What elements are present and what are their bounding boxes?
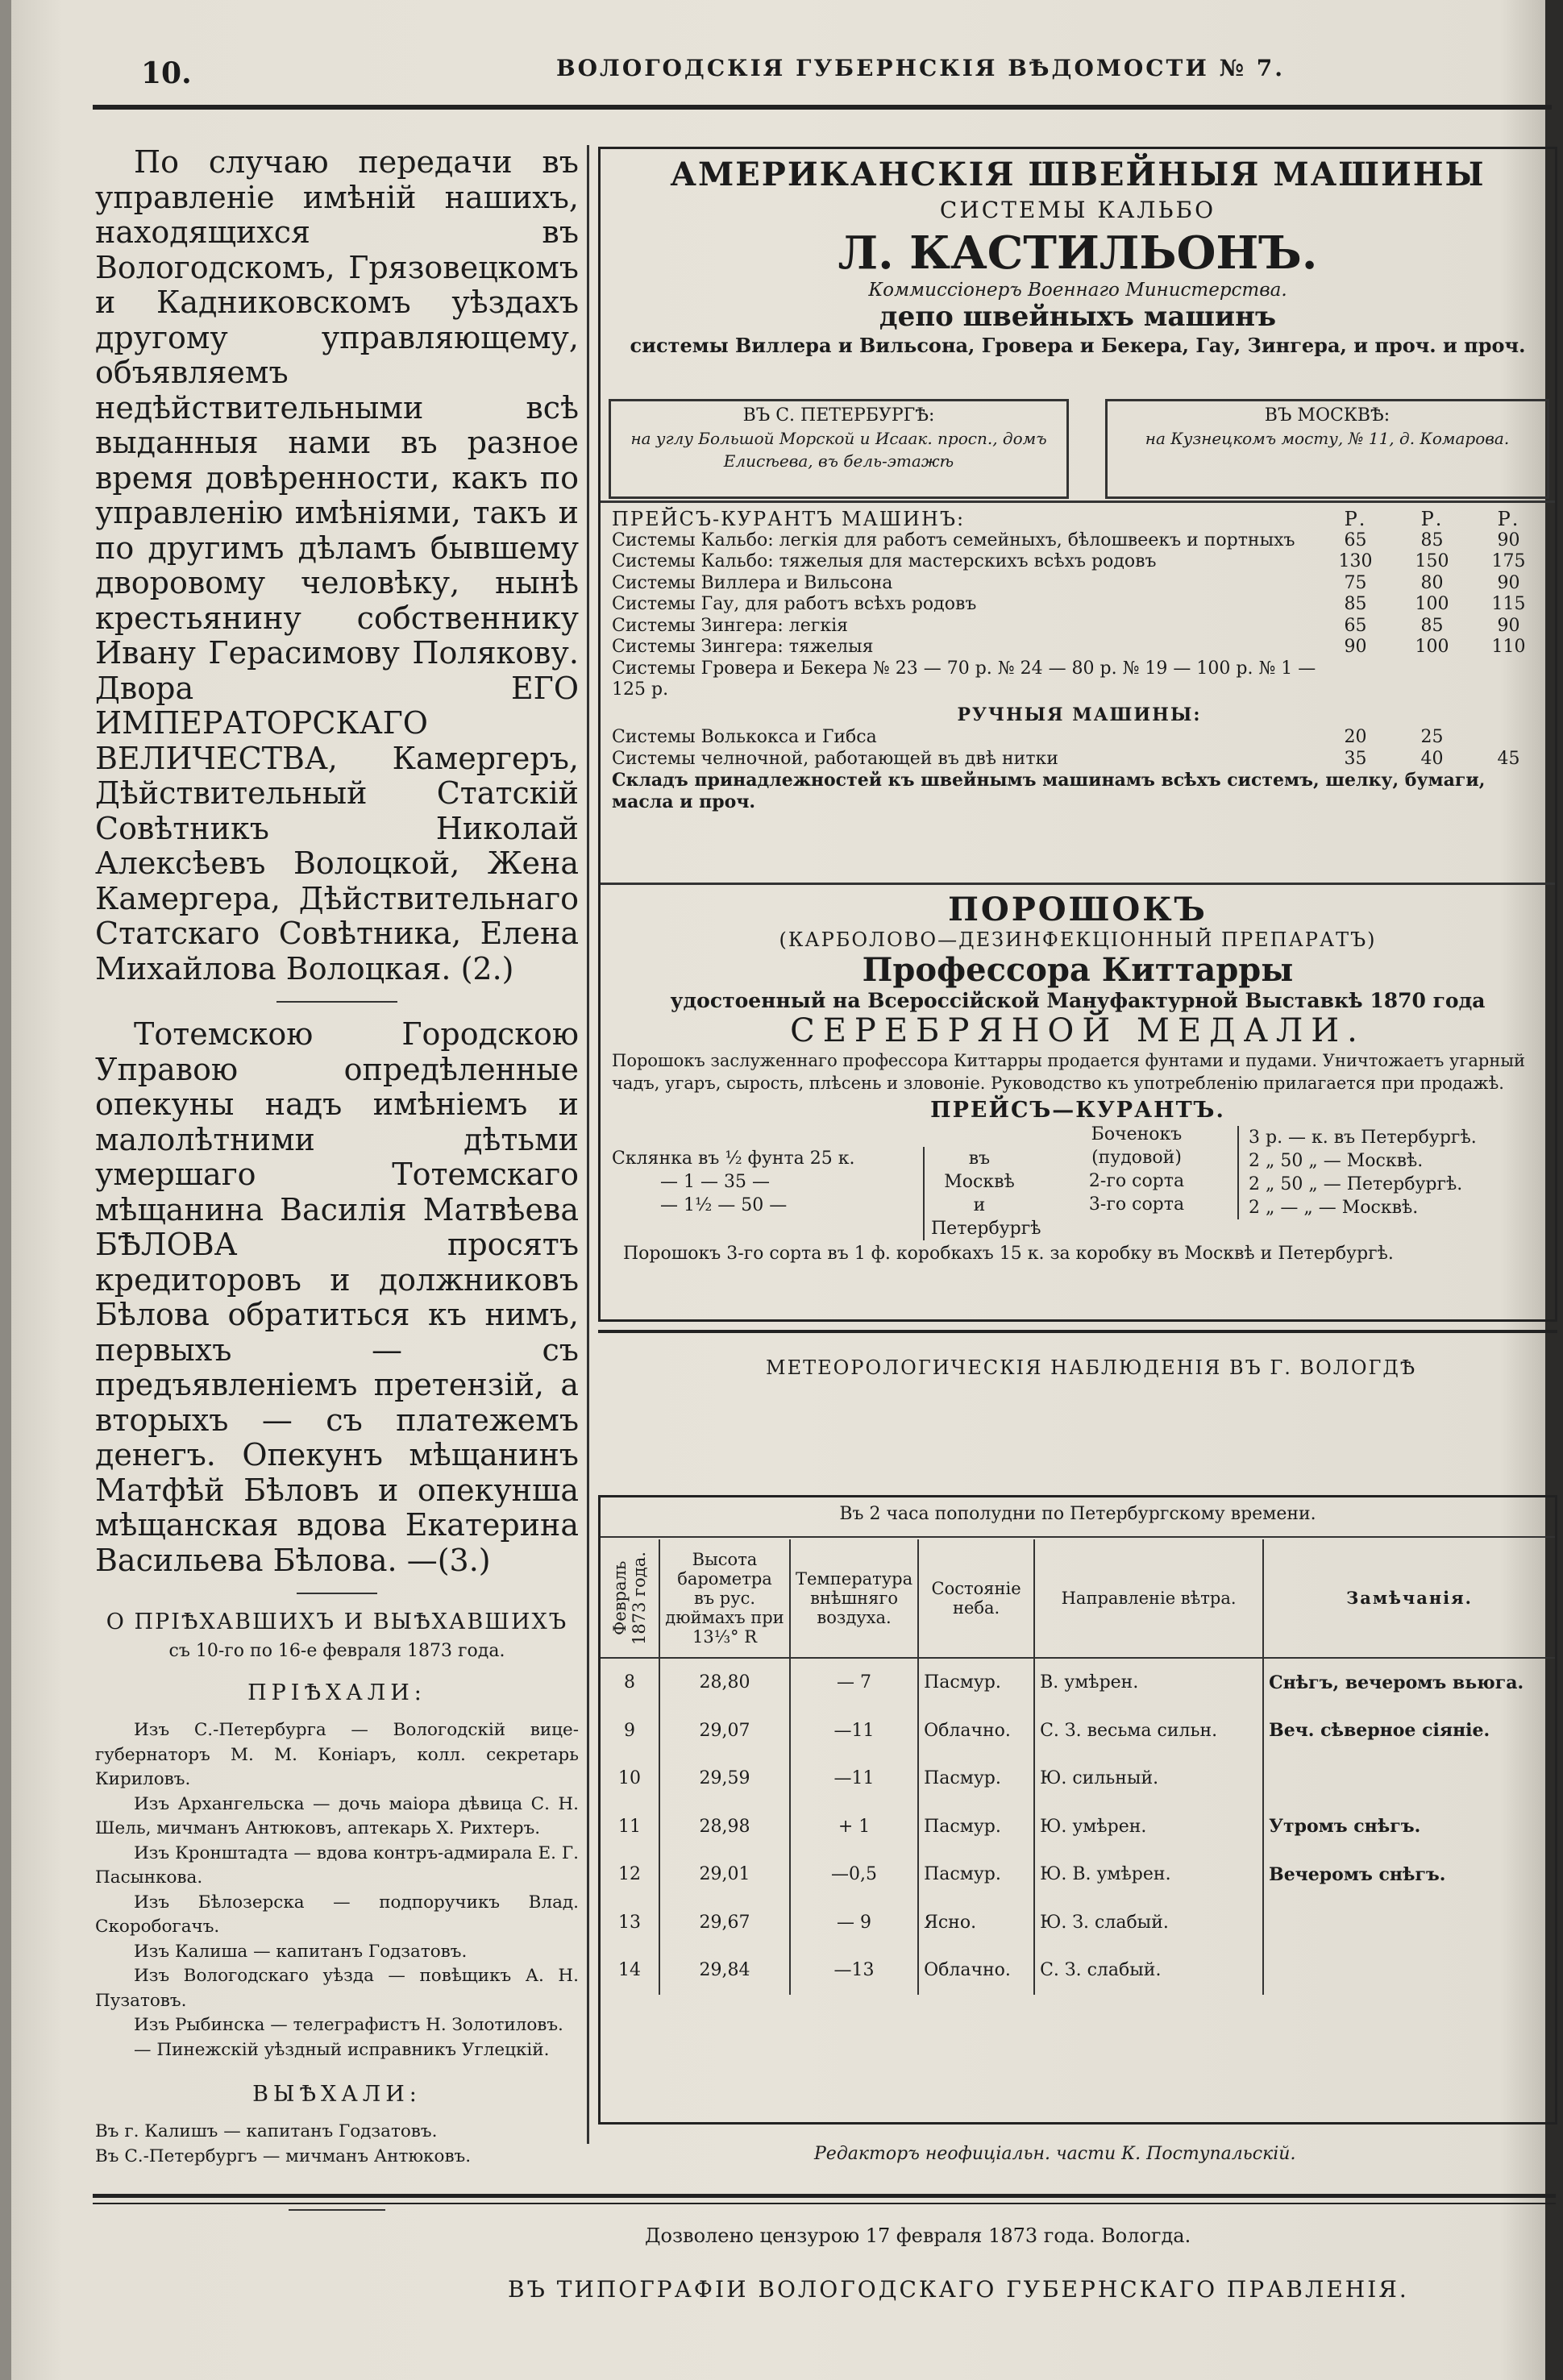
city: и: [973, 1195, 986, 1215]
price-row: [612, 530, 1547, 552]
sky-state: Пасмур.: [918, 1755, 1034, 1803]
price-value: 90: [1497, 572, 1520, 593]
temperature-value: + 1: [790, 1803, 918, 1851]
col-date: [601, 1539, 659, 1658]
price-row: [612, 658, 1547, 701]
keg-price: 2 „ 50 „ — Петербургѣ.: [1249, 1174, 1463, 1194]
price-value: 20: [1344, 727, 1367, 747]
arrival-entry: Изъ Бѣлозерска — подпоручикъ Влад. Скоробогачъ.: [95, 1892, 579, 1937]
arrival-entry: — Пинежскій уѣздный исправникъ Углецкій.: [134, 2039, 550, 2060]
barometer-value: 29,07: [659, 1707, 790, 1755]
price-row: [612, 637, 1547, 658]
city: въ Москвѣ: [944, 1148, 1015, 1192]
price-rows: [612, 530, 1547, 701]
price-value: 65: [1344, 615, 1367, 636]
price-description: Системы Гау, для работъ всѣхъ родовъ: [612, 594, 977, 614]
sky-state: Ясно.: [918, 1899, 1034, 1947]
price-value: 90: [1344, 637, 1367, 657]
manual-rows: [612, 727, 1547, 770]
price-value: 110: [1491, 637, 1526, 657]
column-divider: [587, 145, 589, 2144]
price-row: [612, 594, 1547, 616]
bottle-price: — 1½ — 50 —: [660, 1195, 788, 1215]
arrival-entry: Изъ Кронштадта — вдова контръ-адмирала Е. Г. Пасынкова.: [95, 1842, 579, 1888]
powder-note: Порошокъ 3-го сорта въ 1 ф. коробкахъ 15 к. за коробку въ Москвѣ и Петербургѣ.: [623, 1244, 1394, 1264]
price-value: 130: [1338, 551, 1373, 571]
powder-prices: [601, 1123, 1555, 1244]
remark: Вечеромъ снѣгъ.: [1269, 1863, 1446, 1885]
powder-description: Порошокъ заслуженнаго профессора Киттарры продается фунтами и пудами. Уничтожаетъ угарный чадъ, угаръ, сырость, плѣсень и зловоніе. Руководство къ употребленію прилагается при продажѣ.: [612, 1051, 1526, 1093]
price-value: 150: [1415, 551, 1449, 571]
bottle-price: — 1 — 35 —: [660, 1172, 770, 1192]
spb-address-box: [609, 399, 1069, 499]
price-row: [612, 551, 1547, 573]
price-description: Системы Кальбо: легкія для работъ семейныхъ, бѣлошвеекъ и портныхъ: [612, 530, 1295, 550]
manual-price-row: [612, 727, 1547, 749]
price-list-title: ПРЕЙСЪ-КУРАНТЪ МАШИНЪ:: [612, 508, 966, 530]
price-description: Системы Зингера: легкія: [612, 615, 848, 636]
arrival-entry: Изъ Вологодскаго уѣзда — повѣщикъ А. Н. Пузатовъ.: [95, 1966, 579, 2011]
spb-address: на углу Большой Морской и Исаак. просп., домъ Елисѣева, въ бель-этажѣ: [630, 429, 1047, 471]
price-list-header: [612, 509, 1547, 530]
price-description: Системы Кальбо: тяжелыя для мастерскихъ всѣхъ родовъ: [612, 551, 1157, 571]
divider: [601, 883, 1555, 885]
remark: Веч. сѣверное сіяніе.: [1269, 1720, 1490, 1742]
obs-date: 13: [601, 1899, 659, 1947]
bottle-cities: [923, 1147, 1041, 1240]
weather-row: [601, 1899, 1555, 1947]
ad-system: СИСТЕМЫ КАЛЬБО: [939, 197, 1216, 223]
keg-sort: 3-го сорта: [1088, 1194, 1185, 1215]
weather-row: [601, 1850, 1555, 1899]
keg-price: 2 „ — „ — Москвѣ.: [1249, 1198, 1419, 1218]
weather-grid: [601, 1539, 1555, 1995]
obs-date: 11: [601, 1803, 659, 1851]
msk-heading: ВЪ МОСКВѢ:: [1264, 405, 1390, 426]
price-column: Р.: [1344, 508, 1367, 530]
censor-approval: Дозволено цензурою 17 февраля 1873 года. Вологда.: [645, 2224, 1191, 2247]
departure-entry: Въ г. Калишъ — капитанъ Годзатовъ.: [95, 2121, 438, 2141]
accessories-line: Складъ принадлежностей къ швейнымъ машинамъ всѣхъ системъ, шелку, бумаги, масла и проч.: [612, 770, 1486, 812]
price-value: 75: [1344, 572, 1367, 593]
notice-belov-text: Тотемскою Городскою Управою опредѣленные опекуны надъ имѣніемъ и малолѣтними дѣтьми умершаго Тотемскаго мѣщанина Василія Матвѣева БѢЛОВА просятъ кредиторовъ и должниковъ Бѣлова обратиться къ нимъ, первыхъ — съ предъявленіемъ претензій, а вторыхъ — съ платежемъ денегъ. Опекунъ мѣщанинъ Матфѣй Бѣловъ и опекунша мѣщанская вдова Екатерина Васильева Бѣлова. —(3.): [95, 1016, 579, 1578]
col-temperature: Температура внѣшняго воздуха.: [790, 1539, 918, 1658]
departed-heading: ВЫѢХАЛИ:: [252, 2082, 422, 2107]
wind-direction: Ю. В. умѣрен.: [1034, 1850, 1263, 1899]
page-number: 10.: [141, 56, 192, 90]
obs-date: 9: [601, 1707, 659, 1755]
col-sky: Состояніе неба.: [918, 1539, 1034, 1658]
arrivals-dates: съ 10-го по 16-е февраля 1873 года.: [168, 1641, 505, 1661]
price-value: 40: [1420, 748, 1444, 769]
price-row: [612, 616, 1547, 638]
weather-title: МЕТЕОРОЛОГИЧЕСКІЯ НАБЛЮДЕНІЯ ВЪ Г. ВОЛОГДѢ: [766, 1356, 1417, 1379]
price-list: [612, 509, 1547, 812]
price-value: 90: [1497, 615, 1520, 636]
ad-merchant-name: Л. КАСТИЛЬОНЪ.: [838, 226, 1318, 280]
notice-volotsky: [95, 145, 579, 986]
sky-state: Пасмур.: [918, 1803, 1034, 1851]
price-value: 85: [1344, 594, 1367, 614]
obs-date: 8: [601, 1658, 659, 1707]
col-notes: Замѣчанія.: [1263, 1539, 1555, 1658]
powder-award: удостоенный на Всероссійской Мануфактурной Выставкѣ 1870 года: [670, 989, 1486, 1012]
arrival-entry: Изъ Калиша — капитанъ Годзатовъ.: [134, 1941, 468, 1962]
msk-address: на Кузнецкомъ мосту, № 11, д. Комарова.: [1145, 429, 1510, 448]
price-row: [612, 573, 1547, 595]
price-value: [1470, 727, 1547, 749]
price-description: Системы Зингера: тяжелыя: [612, 637, 874, 657]
ad-bottom-rule: [598, 1330, 1557, 1333]
powder-price-heading: ПРЕЙСЪ—КУРАНТЪ.: [930, 1098, 1225, 1123]
printing-house: ВЪ ТИПОГРАФІИ ВОЛОГОДСКАГО ГУБЕРНСКАГО ПРАВЛЕНІЯ.: [508, 2276, 1409, 2303]
keg-heading: Боченокъ (пудовой): [1091, 1124, 1183, 1168]
sky-state: Пасмур.: [918, 1850, 1034, 1899]
bottle-price: Склянка въ ½ фунта 25 к.: [612, 1148, 855, 1169]
wind-direction: В. умѣрен.: [1034, 1658, 1263, 1707]
weather-row: [601, 1707, 1555, 1755]
price-value: 80: [1420, 572, 1444, 593]
powder-section: [601, 891, 1555, 1264]
weather-row: [601, 1946, 1555, 1995]
ad-commissioner: Коммиссіонеръ Военнаго Министерства.: [868, 280, 1287, 301]
sky-state: Облачно.: [918, 1946, 1034, 1995]
wind-direction: Ю. сильный.: [1034, 1755, 1263, 1803]
col-date-label: Февраль 1873 года.: [610, 1551, 649, 1645]
arrivals-title: О ПРІѢХАВШИХЪ И ВЫѢХАВШИХЪ: [106, 1610, 568, 1634]
price-description: Системы Гровера и Бекера № 23 — 70 р. № 24 — 80 р. № 19 — 100 р. № 1 — 125 р.: [612, 658, 1316, 700]
powder-title: ПОРОШОКЪ: [948, 891, 1208, 928]
price-value: 115: [1491, 594, 1526, 614]
barometer-value: 29,01: [659, 1850, 790, 1899]
barometer-value: 28,98: [659, 1803, 790, 1851]
remark: [1263, 1755, 1555, 1803]
price-description: Системы Волькокса и Гибса: [612, 727, 877, 747]
temperature-value: —13: [790, 1946, 918, 1995]
powder-subtitle: (КАРБОЛОВО—ДЕЗИНФЕКЦІОННЫЙ ПРЕПАРАТЪ): [779, 928, 1377, 951]
editor-signature: Редакторъ неофиціальн. части К. Поступальскій.: [814, 2144, 1296, 2164]
wind-direction: Ю. умѣрен.: [1034, 1803, 1263, 1851]
price-description: Системы челночной, работающей въ двѣ нитки: [612, 748, 1058, 769]
separator: [297, 1593, 377, 1594]
wind-direction: С. З. весьма сильн.: [1034, 1707, 1263, 1755]
msk-address-box: [1105, 399, 1549, 499]
price-value: 45: [1497, 748, 1520, 769]
keg-price: 3 р. — к. въ Петербургѣ.: [1249, 1128, 1477, 1148]
price-value: 35: [1344, 748, 1367, 769]
obs-date: 14: [601, 1946, 659, 1995]
weather-row: [601, 1803, 1555, 1851]
price-value: 85: [1420, 615, 1444, 636]
bottle-prices: [612, 1147, 910, 1217]
header-rule: [93, 105, 1552, 110]
price-value: [1317, 658, 1394, 701]
weather-header-row: [601, 1539, 1555, 1658]
departure-entry: Въ С.-Петербургъ — мичманъ Антюковъ.: [95, 2145, 472, 2166]
temperature-value: — 9: [790, 1899, 918, 1947]
remark: [1263, 1899, 1555, 1947]
temperature-value: —11: [790, 1755, 918, 1803]
obs-date: 10: [601, 1755, 659, 1803]
manual-heading: РУЧНЫЯ МАШИНЫ:: [957, 704, 1202, 725]
price-description: Системы Виллера и Вильсона: [612, 572, 893, 593]
left-column: [95, 145, 579, 2225]
weather-row: [601, 1755, 1555, 1803]
temperature-value: —0,5: [790, 1850, 918, 1899]
sky-state: Облачно.: [918, 1707, 1034, 1755]
price-column: Р.: [1420, 508, 1444, 530]
divider: [601, 501, 1555, 503]
ad-depot: депо швейныхъ машинъ: [879, 301, 1277, 333]
price-value: 175: [1491, 551, 1526, 571]
arrival-entry: Изъ С.-Петербурга — Вологодскій вице-губернаторъ М. М. Коніаръ, колл. секретарь Кириловъ.: [95, 1720, 579, 1789]
separator: [276, 1001, 397, 1003]
remark: Снѣгъ, вечеромъ вьюга.: [1269, 1672, 1524, 1693]
powder-professor: Профессора Киттарры: [862, 951, 1294, 989]
keg-price: 2 „ 50 „ — Москвѣ.: [1249, 1151, 1424, 1171]
divider: [601, 1536, 1555, 1538]
page-left-edge: [0, 0, 11, 2380]
weather-subtitle: Въ 2 часа пополудни по Петербургскому времени.: [839, 1504, 1316, 1524]
notice-belov: [95, 1017, 579, 1578]
barometer-value: 29,59: [659, 1755, 790, 1803]
obs-date: 12: [601, 1850, 659, 1899]
col-barometer: Высота барометра въ рус. дюймахъ при 13⅓° R: [659, 1539, 790, 1658]
spb-heading: ВЪ С. ПЕТЕРБУРГѢ:: [742, 405, 935, 426]
wind-direction: Ю. З. слабый.: [1034, 1899, 1263, 1947]
city: Петербургѣ: [931, 1219, 1041, 1239]
notice-volotsky-text: По случаю передачи въ управленіе имѣній нашихъ, находящихся въ Вологодскомъ, Грязовецкомъ и Кадниковскомъ уѣздахъ другому управляющему, объявляемъ недѣйствительными всѣ выданныя нами въ разное время довѣренности, какъ по управленію имѣніями, такъ и по другимъ дѣламъ бывшему дворовому человѣку, нынѣ крестьянину собственнику Ивану Герасимову Полякову. Двора ЕГО ИМПЕРАТОРСКАГО ВЕЛИЧЕСТВА, Камергеръ, Дѣйствительный Статскій Совѣтникъ Николай Алексѣевъ Волоцкой, Жена Камергера, Дѣйствительнаго Статскаго Совѣтника, Елена Михайлова Волоцкая. (2.): [95, 144, 579, 986]
temperature-value: —11: [790, 1707, 918, 1755]
price-value: 90: [1497, 530, 1520, 550]
footer-rule: [93, 2194, 1556, 2198]
ad-systems: системы Виллера и Вильсона, Гровера и Бекера, Гау, Зингера, и проч. и проч.: [630, 334, 1526, 357]
col-wind: Направленіе вѣтра.: [1034, 1539, 1263, 1658]
weather-table: [598, 1495, 1557, 2125]
arrived-heading: ПРІѢХАЛИ:: [247, 1680, 426, 1705]
manual-price-row: [612, 749, 1547, 770]
ad-title: АМЕРИКАНСКІЯ ШВЕЙНЫЯ МАШИНЫ: [670, 156, 1486, 193]
barometer-value: 28,80: [659, 1658, 790, 1707]
price-value: 65: [1344, 530, 1367, 550]
price-value: 25: [1420, 727, 1444, 747]
remark: [1263, 1946, 1555, 1995]
sky-state: Пасмур.: [918, 1658, 1034, 1707]
price-column: Р.: [1497, 508, 1520, 530]
price-value: [1394, 658, 1470, 701]
separator: [289, 2209, 385, 2211]
price-value: 85: [1420, 530, 1444, 550]
sewing-machine-advertisement: [598, 147, 1557, 1322]
arrival-entry: Изъ Рыбинска — телеграфистъ Н. Золотиловъ.: [134, 2015, 563, 2035]
weather-row: [601, 1658, 1555, 1707]
price-value: [1470, 658, 1547, 701]
keg-sort: 2-го сорта: [1088, 1171, 1185, 1191]
masthead-title: ВОЛОГОДСКІЯ ГУБЕРНСКІЯ ВѢДОМОСТИ № 7.: [556, 55, 1285, 81]
barometer-value: 29,67: [659, 1899, 790, 1947]
keg-labels: [1052, 1123, 1221, 1216]
keg-prices: [1237, 1126, 1539, 1219]
barometer-value: 29,84: [659, 1946, 790, 1995]
arrival-entry: Изъ Архангельска — дочь маіора дѣвица С. Н. Шель, мичманъ Антюковъ, аптекарь Х. Рихтеръ.: [95, 1793, 579, 1838]
wind-direction: С. З. слабый.: [1034, 1946, 1263, 1995]
powder-medal: СЕРЕБРЯНОЙ МЕДАЛИ.: [790, 1012, 1366, 1049]
price-value: 100: [1415, 637, 1449, 657]
remark: Утромъ снѣгъ.: [1269, 1816, 1421, 1838]
weather-rows: [601, 1658, 1555, 1995]
price-value: 100: [1415, 594, 1449, 614]
temperature-value: — 7: [790, 1658, 918, 1707]
footer-rule-thin: [93, 2203, 1556, 2204]
